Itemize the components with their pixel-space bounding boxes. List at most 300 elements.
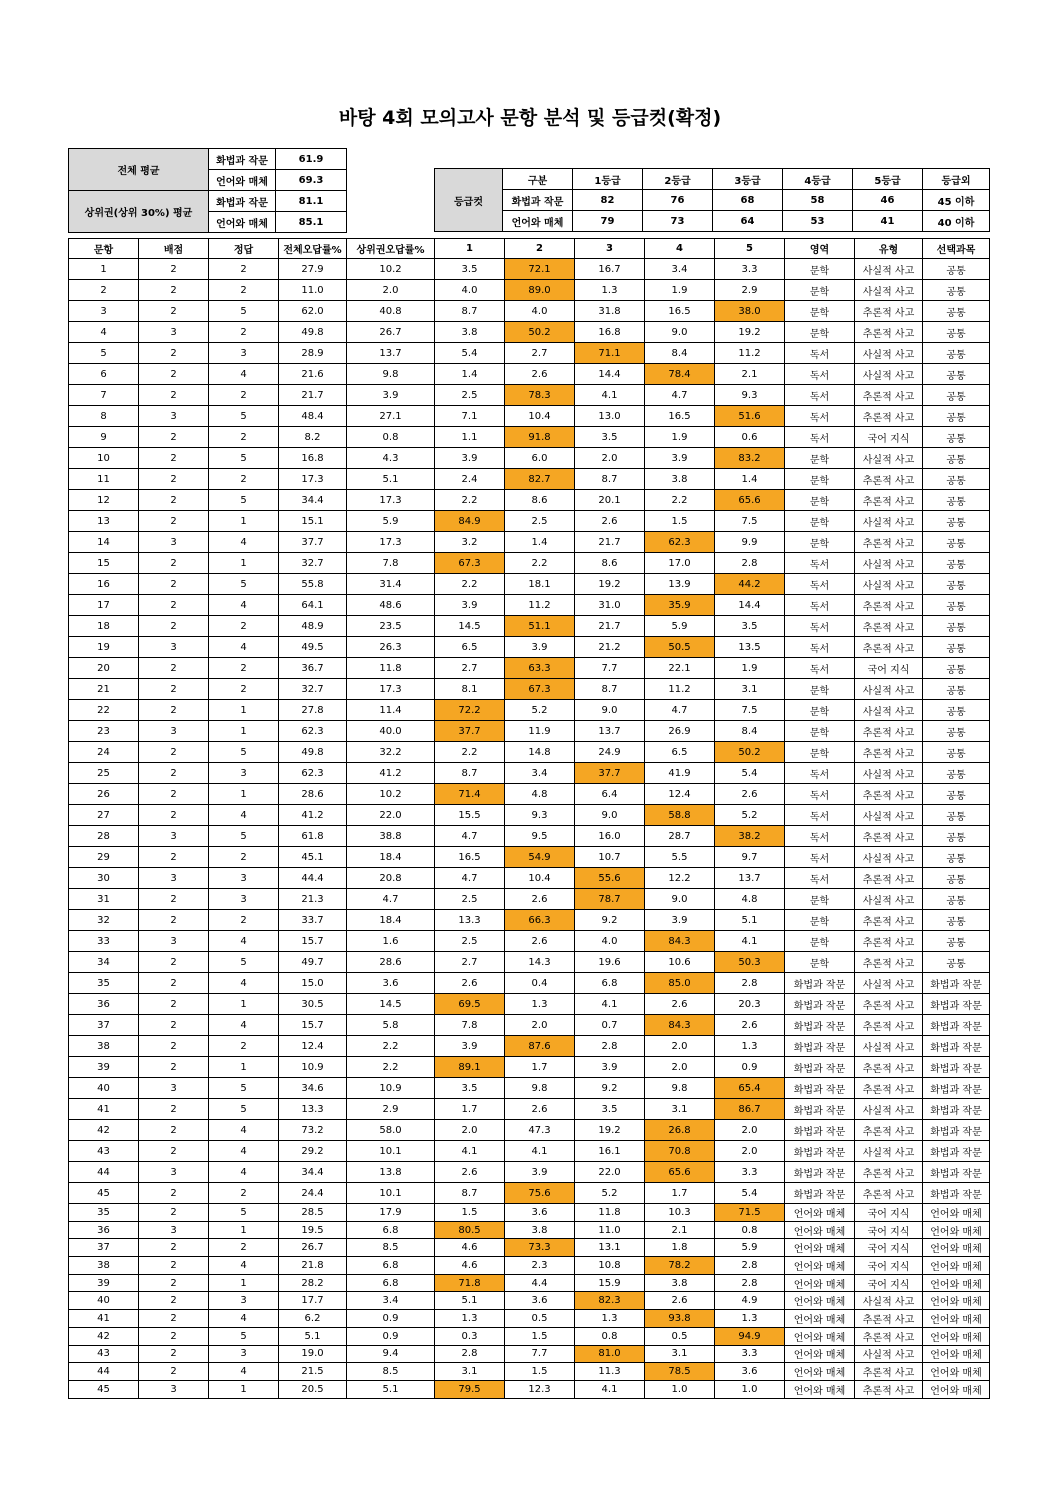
table-cell: 4.1 — [575, 385, 645, 406]
table-cell: 0.5 — [645, 1327, 715, 1345]
table-cell: 1.7 — [645, 1183, 715, 1204]
table-cell: 2 — [139, 1327, 209, 1345]
table-cell: 3.1 — [645, 1345, 715, 1363]
table-cell: 2 — [139, 805, 209, 826]
table-cell: 10.6 — [645, 952, 715, 973]
table-cell: 15.9 — [575, 1274, 645, 1292]
table-cell: 28.9 — [279, 343, 347, 364]
table-cell: 17.9 — [347, 1204, 435, 1222]
table-cell: 언어와 매체 — [923, 1257, 990, 1275]
column-header: 3 — [575, 239, 645, 259]
table-cell: 독서 — [785, 805, 855, 826]
table-cell: 추론적 사고 — [855, 637, 923, 658]
table-cell: 언어와 매체 — [785, 1257, 855, 1275]
table-cell: 18 — [69, 616, 139, 637]
table-cell: 사실적 사고 — [855, 805, 923, 826]
table-cell: 2.0 — [645, 1036, 715, 1057]
table-cell: 49.8 — [279, 322, 347, 343]
table-cell: 문학 — [785, 322, 855, 343]
table-cell: 독서 — [785, 553, 855, 574]
table-cell: 20.8 — [347, 868, 435, 889]
table-cell: 1 — [209, 1057, 279, 1078]
table-cell: 공통 — [923, 910, 990, 931]
table-cell: 1.7 — [435, 1099, 505, 1120]
table-cell: 5 — [69, 343, 139, 364]
table-cell: 독서 — [785, 847, 855, 868]
table-cell: 4 — [209, 1310, 279, 1328]
table-cell: 1.5 — [505, 1327, 575, 1345]
table-cell: 공통 — [923, 679, 990, 700]
table-cell: 3.5 — [435, 1078, 505, 1099]
correct-answer-cell: 51.1 — [505, 616, 575, 637]
table-cell: 61.8 — [279, 826, 347, 847]
correct-answer-cell: 71.5 — [715, 1204, 785, 1222]
table-cell: 5 — [209, 826, 279, 847]
table-row — [69, 910, 990, 931]
table-cell: 13.7 — [715, 868, 785, 889]
table-cell: 0.9 — [715, 1057, 785, 1078]
table-cell: 화법과 작문 — [785, 1078, 855, 1099]
table-cell: 4 — [209, 1363, 279, 1381]
table-cell: 추론적 사고 — [855, 1162, 923, 1183]
table-cell: 2.6 — [505, 931, 575, 952]
table-cell: 1 — [209, 511, 279, 532]
table-cell: 공통 — [923, 889, 990, 910]
table-cell: 4.1 — [715, 931, 785, 952]
table-cell: 36 — [69, 1221, 139, 1239]
table-cell: 2.8 — [715, 1257, 785, 1275]
table-cell: 6.0 — [505, 448, 575, 469]
table-cell: 2 — [139, 574, 209, 595]
table-cell: 2.0 — [505, 1015, 575, 1036]
table-cell: 2.1 — [645, 1221, 715, 1239]
table-cell: 11.2 — [645, 679, 715, 700]
table-cell: 4 — [209, 364, 279, 385]
table-cell: 화법과 작문 — [923, 1162, 990, 1183]
table-row — [69, 259, 990, 280]
table-cell: 문학 — [785, 889, 855, 910]
table-cell: 43 — [69, 1141, 139, 1162]
correct-answer-cell: 51.6 — [715, 406, 785, 427]
overall-average-label: 전체 평균 — [69, 149, 209, 191]
table-cell: 3 — [139, 868, 209, 889]
table-cell: 4 — [209, 1120, 279, 1141]
table-cell: 34.4 — [279, 490, 347, 511]
table-cell: 3.3 — [715, 259, 785, 280]
table-cell: 언어와 매체 — [923, 1363, 990, 1381]
table-cell: 1.9 — [715, 658, 785, 679]
table-cell: 22.1 — [645, 658, 715, 679]
table-cell: 4.1 — [435, 1141, 505, 1162]
summary-value: 69.3 — [276, 170, 347, 191]
table-cell: 15.1 — [279, 511, 347, 532]
grade-cut-cell: 41 — [853, 211, 923, 232]
table-cell: 2.8 — [435, 1345, 505, 1363]
table-row — [69, 574, 990, 595]
table-cell: 20 — [69, 658, 139, 679]
table-cell: 공통 — [923, 322, 990, 343]
table-cell: 37.7 — [279, 532, 347, 553]
table-cell: 3.8 — [505, 1221, 575, 1239]
summary-subject: 언어와 매체 — [209, 170, 276, 191]
table-cell: 언어와 매체 — [923, 1345, 990, 1363]
table-cell: 17 — [69, 595, 139, 616]
table-cell: 3 — [139, 406, 209, 427]
table-cell: 언어와 매체 — [923, 1221, 990, 1239]
table-cell: 독서 — [785, 427, 855, 448]
table-cell: 16 — [69, 574, 139, 595]
table-cell: 사실적 사고 — [855, 280, 923, 301]
table-cell: 문학 — [785, 700, 855, 721]
table-cell: 1.4 — [715, 469, 785, 490]
table-cell: 추론적 사고 — [855, 1310, 923, 1328]
table-cell: 1 — [209, 784, 279, 805]
table-cell: 37 — [69, 1015, 139, 1036]
correct-answer-cell: 38.2 — [715, 826, 785, 847]
table-cell: 42 — [69, 1120, 139, 1141]
table-cell: 9.0 — [575, 805, 645, 826]
table-cell: 27.1 — [347, 406, 435, 427]
correct-answer-cell: 50.2 — [505, 322, 575, 343]
table-cell: 2.2 — [435, 742, 505, 763]
table-cell: 문학 — [785, 532, 855, 553]
table-cell: 49.5 — [279, 637, 347, 658]
table-cell: 1.4 — [435, 364, 505, 385]
table-cell: 추론적 사고 — [855, 490, 923, 511]
table-cell: 공통 — [923, 448, 990, 469]
table-cell: 화법과 작문 — [785, 1183, 855, 1204]
table-cell: 국어 지식 — [855, 1274, 923, 1292]
table-cell: 21.7 — [575, 616, 645, 637]
table-cell: 2.0 — [715, 1141, 785, 1162]
table-cell: 2 — [139, 511, 209, 532]
table-cell: 7.5 — [715, 511, 785, 532]
table-cell: 국어 지식 — [855, 1239, 923, 1257]
table-cell: 언어와 매체 — [785, 1327, 855, 1345]
table-cell: 화법과 작문 — [923, 973, 990, 994]
summary-value: 81.1 — [276, 191, 347, 212]
table-cell: 언어와 매체 — [785, 1239, 855, 1257]
table-cell: 독서 — [785, 637, 855, 658]
table-cell: 언어와 매체 — [923, 1380, 990, 1398]
table-cell: 3.1 — [435, 1363, 505, 1381]
table-cell: 4.0 — [575, 931, 645, 952]
table-cell: 2.2 — [435, 490, 505, 511]
table-cell: 1.8 — [645, 1239, 715, 1257]
table-cell: 2 — [139, 700, 209, 721]
summary-value: 61.9 — [276, 149, 347, 170]
table-cell: 2.0 — [347, 280, 435, 301]
table-cell: 문학 — [785, 511, 855, 532]
table-cell: 7.8 — [435, 1015, 505, 1036]
table-row — [69, 343, 990, 364]
table-cell: 공통 — [923, 385, 990, 406]
column-header: 상위권오답률% — [347, 239, 435, 259]
table-cell: 16.0 — [575, 826, 645, 847]
table-cell: 2 — [139, 847, 209, 868]
table-cell: 화법과 작문 — [923, 1057, 990, 1078]
table-row — [69, 1141, 990, 1162]
table-cell: 2.0 — [575, 448, 645, 469]
correct-answer-cell: 58.8 — [645, 805, 715, 826]
table-cell: 2.3 — [505, 1257, 575, 1275]
table-cell: 2 — [209, 847, 279, 868]
correct-answer-cell: 82.7 — [505, 469, 575, 490]
correct-answer-cell: 75.6 — [505, 1183, 575, 1204]
table-cell: 3.6 — [715, 1363, 785, 1381]
table-cell: 1.4 — [505, 532, 575, 553]
correct-answer-cell: 54.9 — [505, 847, 575, 868]
table-cell: 1.9 — [645, 280, 715, 301]
table-cell: 공통 — [923, 952, 990, 973]
table-cell: 3.5 — [575, 427, 645, 448]
table-cell: 3 — [209, 1345, 279, 1363]
correct-answer-cell: 78.2 — [645, 1257, 715, 1275]
table-cell: 독서 — [785, 574, 855, 595]
table-cell: 20.1 — [575, 490, 645, 511]
table-cell: 5 — [209, 1204, 279, 1222]
table-cell: 공통 — [923, 805, 990, 826]
table-cell: 48.6 — [347, 595, 435, 616]
table-cell: 사실적 사고 — [855, 1292, 923, 1310]
table-cell: 국어 지식 — [855, 1257, 923, 1275]
table-cell: 10.1 — [347, 1183, 435, 1204]
table-cell: 15.5 — [435, 805, 505, 826]
correct-answer-cell: 44.2 — [715, 574, 785, 595]
table-row — [69, 742, 990, 763]
table-cell: 2 — [139, 427, 209, 448]
table-cell: 추론적 사고 — [855, 595, 923, 616]
table-cell: 2.6 — [505, 889, 575, 910]
table-cell: 2 — [139, 490, 209, 511]
table-cell: 73.2 — [279, 1120, 347, 1141]
table-cell: 화법과 작문 — [785, 973, 855, 994]
table-cell: 공통 — [923, 763, 990, 784]
table-cell: 언어와 매체 — [923, 1204, 990, 1222]
table-cell: 2 — [139, 658, 209, 679]
table-cell: 추론적 사고 — [855, 1363, 923, 1381]
table-cell: 48.4 — [279, 406, 347, 427]
table-cell: 4 — [209, 1015, 279, 1036]
table-cell: 7.8 — [347, 553, 435, 574]
table-cell: 2.9 — [715, 280, 785, 301]
table-cell: 추론적 사고 — [855, 532, 923, 553]
table-cell: 7 — [69, 385, 139, 406]
table-cell: 3.6 — [505, 1204, 575, 1222]
correct-answer-cell: 65.4 — [715, 1078, 785, 1099]
table-cell: 7.7 — [575, 658, 645, 679]
table-row — [69, 826, 990, 847]
table-row — [69, 1345, 990, 1363]
table-cell: 2 — [139, 1015, 209, 1036]
table-cell: 2 — [139, 1036, 209, 1057]
table-row — [69, 679, 990, 700]
grade-cut-row — [435, 190, 990, 211]
table-cell: 3.8 — [645, 469, 715, 490]
table-cell: 5.4 — [715, 763, 785, 784]
table-cell: 4.8 — [505, 784, 575, 805]
table-cell: 화법과 작문 — [923, 994, 990, 1015]
grade-cut-cell: 79 — [573, 211, 643, 232]
table-cell: 11.9 — [505, 721, 575, 742]
table-cell: 5 — [209, 952, 279, 973]
table-row — [69, 364, 990, 385]
table-cell: 23.5 — [347, 616, 435, 637]
table-cell: 8.2 — [279, 427, 347, 448]
table-cell: 3.9 — [435, 448, 505, 469]
table-cell: 16.8 — [279, 448, 347, 469]
table-cell: 추론적 사고 — [855, 469, 923, 490]
table-cell: 2 — [139, 616, 209, 637]
table-cell: 9.0 — [645, 889, 715, 910]
table-cell: 1.3 — [715, 1310, 785, 1328]
table-cell: 32 — [69, 910, 139, 931]
table-cell: 1.3 — [575, 1310, 645, 1328]
table-cell: 18.1 — [505, 574, 575, 595]
table-cell: 2 — [139, 1183, 209, 1204]
table-cell: 9.8 — [645, 1078, 715, 1099]
table-cell: 2.6 — [435, 1162, 505, 1183]
table-cell: 41.2 — [347, 763, 435, 784]
table-row — [69, 658, 990, 679]
table-cell: 8.4 — [645, 343, 715, 364]
table-cell: 화법과 작문 — [785, 1162, 855, 1183]
table-cell: 4 — [209, 805, 279, 826]
table-cell: 추론적 사고 — [855, 784, 923, 805]
table-cell: 31.4 — [347, 574, 435, 595]
table-cell: 14.4 — [715, 595, 785, 616]
table-cell: 11.0 — [575, 1221, 645, 1239]
table-cell: 2 — [139, 784, 209, 805]
table-cell: 40 — [69, 1292, 139, 1310]
table-cell: 5.2 — [715, 805, 785, 826]
table-cell: 2 — [139, 763, 209, 784]
table-row — [69, 490, 990, 511]
correct-answer-cell: 70.8 — [645, 1141, 715, 1162]
table-cell: 3 — [69, 301, 139, 322]
table-cell: 2 — [209, 616, 279, 637]
table-cell: 5.9 — [645, 616, 715, 637]
table-cell: 44.4 — [279, 868, 347, 889]
table-cell: 13.9 — [645, 574, 715, 595]
table-cell: 21.7 — [575, 532, 645, 553]
grade-cut-cell: 76 — [643, 190, 713, 211]
table-cell: 2.8 — [715, 1274, 785, 1292]
table-cell: 26.3 — [347, 637, 435, 658]
table-row — [69, 1380, 990, 1398]
table-cell: 31 — [69, 889, 139, 910]
correct-answer-cell: 93.8 — [645, 1310, 715, 1328]
table-cell: 19.0 — [279, 1345, 347, 1363]
table-row — [69, 994, 990, 1015]
table-cell: 13.8 — [347, 1162, 435, 1183]
table-cell: 49.7 — [279, 952, 347, 973]
table-cell: 13.5 — [715, 637, 785, 658]
table-row — [69, 1204, 990, 1222]
correct-answer-cell: 69.5 — [435, 994, 505, 1015]
grade-cut-cell: 58 — [783, 190, 853, 211]
table-cell: 2.6 — [575, 511, 645, 532]
table-cell: 6.4 — [575, 784, 645, 805]
table-cell: 16.8 — [575, 322, 645, 343]
table-cell: 4.7 — [645, 700, 715, 721]
correct-answer-cell: 66.3 — [505, 910, 575, 931]
table-cell: 17.3 — [347, 490, 435, 511]
correct-answer-cell: 62.3 — [645, 532, 715, 553]
table-cell: 공통 — [923, 280, 990, 301]
table-row — [69, 427, 990, 448]
table-cell: 6.2 — [279, 1310, 347, 1328]
table-cell: 3 — [139, 637, 209, 658]
column-header: 1 — [435, 239, 505, 259]
table-cell: 13.1 — [575, 1239, 645, 1257]
table-cell: 사실적 사고 — [855, 343, 923, 364]
table-cell: 4 — [209, 1162, 279, 1183]
table-cell: 사실적 사고 — [855, 574, 923, 595]
table-cell: 1 — [209, 1380, 279, 1398]
table-cell: 12.2 — [645, 868, 715, 889]
table-cell: 2 — [209, 1239, 279, 1257]
table-cell: 3.9 — [435, 1036, 505, 1057]
table-cell: 화법과 작문 — [923, 1036, 990, 1057]
table-cell: 화법과 작문 — [923, 1015, 990, 1036]
table-row — [69, 931, 990, 952]
table-cell: 7.5 — [715, 700, 785, 721]
table-cell: 2 — [139, 1345, 209, 1363]
table-cell: 공통 — [923, 406, 990, 427]
table-row — [69, 973, 990, 994]
table-cell: 55.8 — [279, 574, 347, 595]
table-cell: 13 — [69, 511, 139, 532]
table-cell: 3 — [209, 1292, 279, 1310]
table-cell: 2.8 — [715, 553, 785, 574]
table-row — [69, 469, 990, 490]
table-cell: 58.0 — [347, 1120, 435, 1141]
table-cell: 추론적 사고 — [855, 910, 923, 931]
correct-answer-cell: 79.5 — [435, 1380, 505, 1398]
table-row — [69, 322, 990, 343]
correct-answer-cell: 71.1 — [575, 343, 645, 364]
table-cell: 8.7 — [435, 301, 505, 322]
summary-subject: 화법과 작문 — [209, 191, 276, 212]
table-cell: 5 — [209, 448, 279, 469]
table-cell: 31.8 — [575, 301, 645, 322]
column-header: 영역 — [785, 239, 855, 259]
table-cell: 3.8 — [645, 1274, 715, 1292]
table-cell: 35 — [69, 973, 139, 994]
table-cell: 언어와 매체 — [785, 1363, 855, 1381]
table-cell: 16.1 — [575, 1141, 645, 1162]
table-cell: 추론적 사고 — [855, 1380, 923, 1398]
table-cell: 3 — [139, 1162, 209, 1183]
grade-cut-label: 등급컷 — [435, 169, 503, 232]
table-cell: 2 — [139, 1120, 209, 1141]
table-cell: 2.2 — [435, 574, 505, 595]
table-cell: 추론적 사고 — [855, 826, 923, 847]
table-cell: 8.6 — [505, 490, 575, 511]
table-cell: 10.4 — [505, 406, 575, 427]
table-cell: 문학 — [785, 931, 855, 952]
table-cell: 1 — [209, 700, 279, 721]
table-cell: 19.6 — [575, 952, 645, 973]
grade-cut-header-cell: 2등급 — [643, 169, 713, 190]
table-cell: 9.4 — [347, 1345, 435, 1363]
table-cell: 3 — [209, 868, 279, 889]
correct-answer-cell: 37.7 — [435, 721, 505, 742]
table-cell: 2.6 — [505, 1099, 575, 1120]
table-cell: 3 — [209, 889, 279, 910]
table-cell: 언어와 매체 — [785, 1345, 855, 1363]
